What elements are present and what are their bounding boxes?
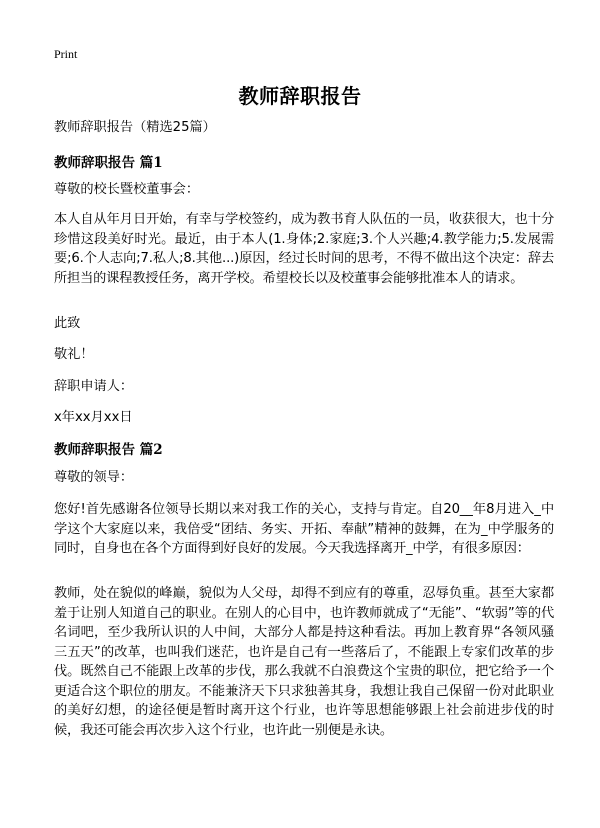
- section1-date: x年xx月xx日: [54, 410, 133, 425]
- section2-para2: 教师，处在貌似的峰巅，貌似为人父母，却得不到应有的尊重，忍辱负重。甚至大家都羞于让别人知道自己的职业。在别人的心目中，也许教师就成了“无能”、“软弱”等的代名词吧，至少我所认识的人中间，大部分人都是持这种看法。再加上教育界“各领风骚三五天”的改革，也叫我们迷茫，也许是自己有一些落后了，不能跟上专家们改革的步伐。既然自己不能跟上改革的步伐，那么我就不白浪费这个宝贵的职位，把它给予一个更适合这个职位的朋友。不能兼济天下只求独善其身，我想让我自己保留一份对此职业的美好幻想，的途径便是暂时离开这个行业，也许等思想能够跟上社会前进步伐的时候，我还可能会再次步入这个行业，也许此一别便是永诀。: [54, 586, 554, 738]
- section1-closing1: 此致: [54, 316, 81, 331]
- section1-body: 本人自从年月日开始，有幸与学校签约，成为教书育人队伍的一员，收获很大，也十分珍惜这段美好时光。最近，由于本人(1.身体;2.家庭;3.个人兴趣;4.教学能力;5.发展需要;6.个人志向;7.私人;8.其他...)原因，经过长时间的思考，不得不做出这个决定：辞去所担当的课程教授任务，离开学校。希望校长以及校董事会能够批准本人的请求。: [54, 212, 554, 286]
- print-label: Print: [54, 47, 78, 61]
- document-subtitle: 教师辞职报告（精选25篇）: [54, 120, 216, 135]
- section2-greeting: 尊敬的领导：: [54, 470, 134, 485]
- section1-signer: 辞职申请人：: [54, 379, 134, 394]
- section1-heading: 教师辞职报告 篇1: [54, 155, 163, 171]
- section2-heading: 教师辞职报告 篇2: [54, 442, 163, 458]
- section1-closing2: 敬礼！: [54, 347, 94, 362]
- document-title: 教师辞职报告: [238, 84, 362, 108]
- section2-para1: 您好!首先感谢各位领导长期以来对我工作的关心，支持与肯定。自20__年8月进入_中学这个大家庭以来，我倍受“团结、务实、开拓、奉献”精神的鼓舞，在为_中学服务的同时，自身也在各个方面得到好良好的发展。今天我选择离开_中学，有很多原因：: [54, 502, 554, 556]
- section1-greeting: 尊敬的校长暨校董事会：: [54, 182, 200, 197]
